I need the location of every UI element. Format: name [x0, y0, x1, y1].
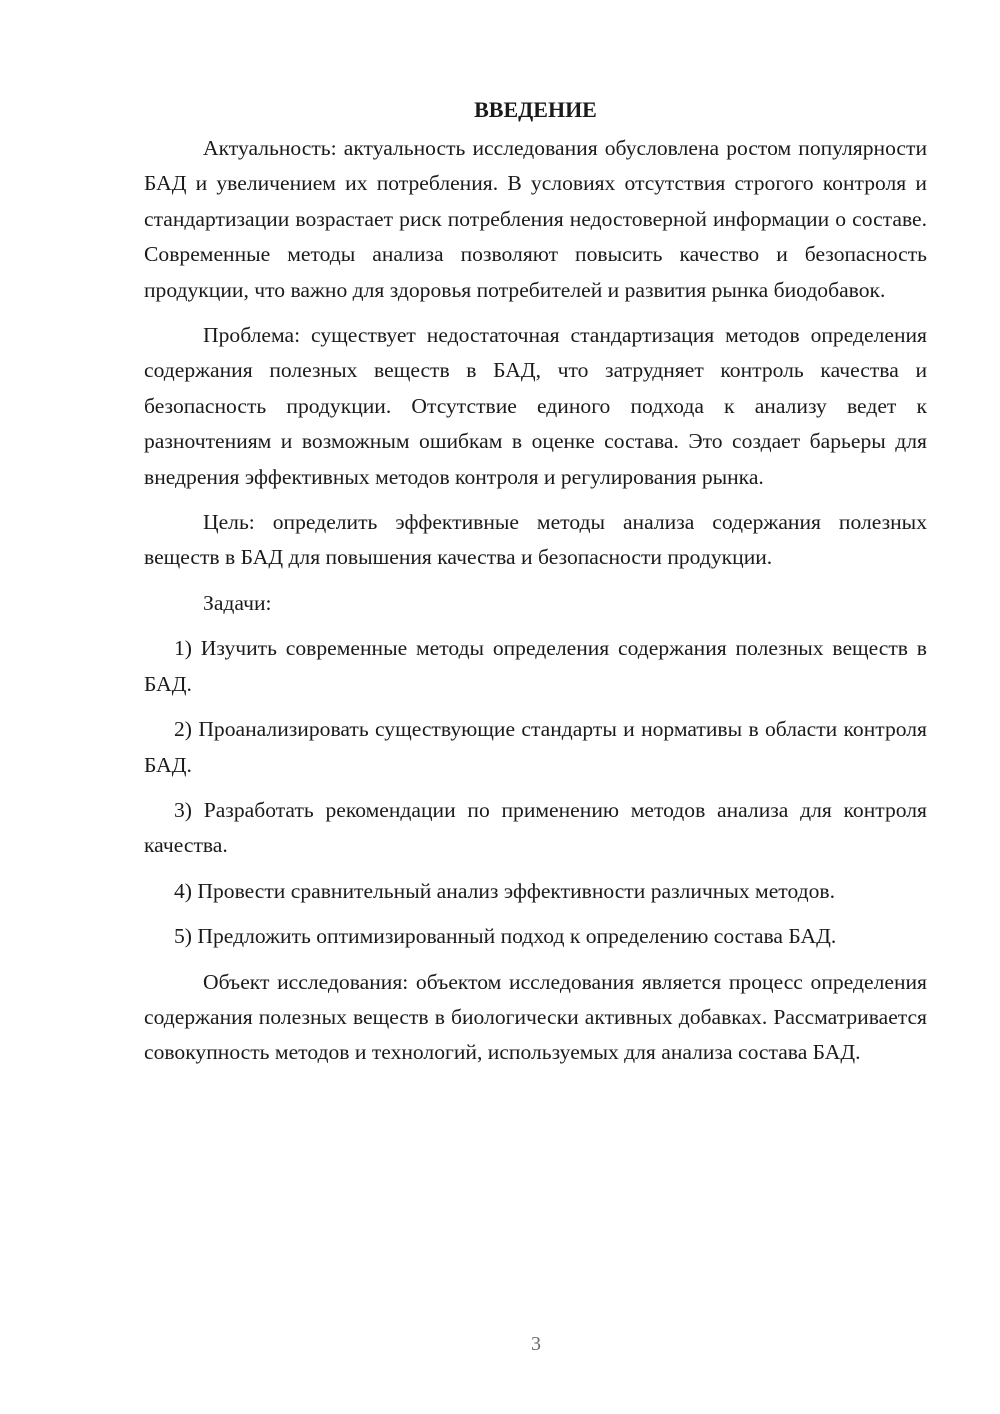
page-content — [144, 92, 927, 1071]
page-number: 3 — [531, 1333, 541, 1355]
task-item: 1) Изучить современные методы определения содержания полезных веществ в БАД. — [144, 636, 927, 696]
task-item: 4) Провести сравнительный анализ эффективности различных методов. — [174, 878, 836, 903]
tasks-heading: Задачи: — [203, 590, 272, 615]
goal-paragraph: Цель: определить эффективные методы анализа содержания полезных веществ в БАД для повышения качества и безопасности продукции. — [144, 510, 927, 570]
problem-paragraph: Проблема: существует недостаточная стандартизация методов определения содержания полезных веществ в БАД, что затрудняет контроль качества и безопасность продукции. Отсутствие единого подхода к анализу ведет к разночтениям и возможным ошибкам в оценке состава. Это создает барьеры для внедрения эффективных методов контроля и регулирования рынка. — [144, 323, 927, 489]
relevance-paragraph: Актуальность: актуальность исследования обусловлена ростом популярности БАД и увеличением их потребления. В условиях отсутствия строгого контроля и стандартизации возрастает риск потребления недостоверной информации о составе. Современные методы анализа позволяют повысить качество и безопасность продукции, что важно для здоровья потребителей и развития рынка биодобавок. — [144, 136, 927, 302]
task-item: 5) Предложить оптимизированный подход к определению состава БАД. — [174, 924, 837, 949]
tasks-list — [144, 631, 927, 954]
section-title: ВВЕДЕНИЕ — [474, 97, 597, 122]
object-paragraph: Объект исследования: объектом исследования является процесс определения содержания полезных веществ в биологически активных добавках. Рассматривается совокупность методов и технологий, используемых для анализа состава БАД. — [144, 969, 927, 1065]
task-item: 2) Проанализировать существующие стандарты и нормативы в области контроля БАД. — [144, 717, 927, 777]
task-item: 3) Разработать рекомендации по применению методов анализа для контроля качества. — [144, 797, 927, 858]
